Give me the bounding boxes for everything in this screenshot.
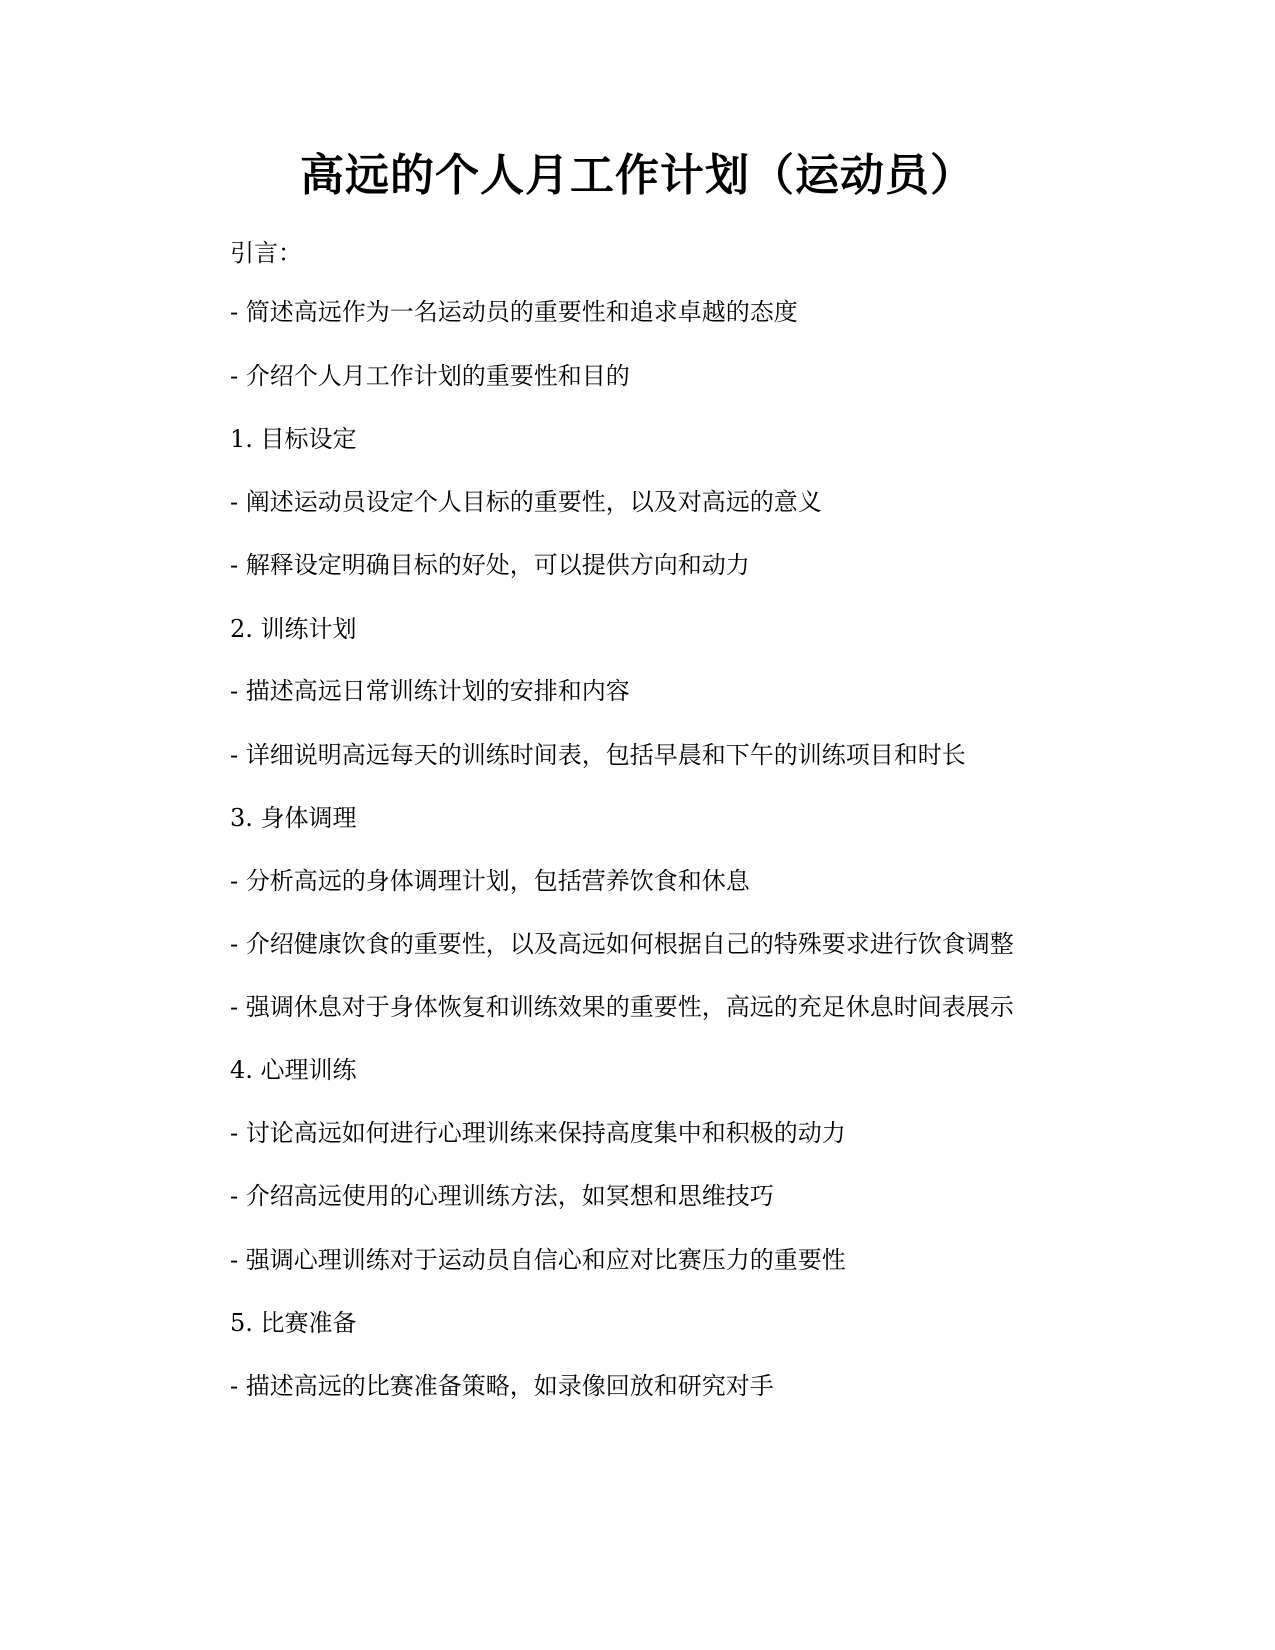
- body-line: - 简述高远作为一名运动员的重要性和追求卓越的态度: [230, 298, 798, 326]
- body-line: - 介绍高远使用的心理训练方法，如冥想和思维技巧: [230, 1182, 774, 1210]
- body-line: - 介绍健康饮食的重要性，以及高远如何根据自己的特殊要求进行饮食调整: [230, 930, 1014, 958]
- section-heading: 4. 心理训练: [230, 1056, 357, 1084]
- body-line: - 强调休息对于身体恢复和训练效果的重要性，高远的充足休息时间表展示: [230, 993, 1014, 1021]
- document-title: 高远的个人月工作计划（运动员）: [300, 150, 975, 201]
- section-heading: 3. 身体调理: [230, 804, 357, 832]
- intro-heading: 引言：: [230, 239, 302, 267]
- body-line: - 介绍个人月工作计划的重要性和目的: [230, 362, 630, 390]
- section-heading: 2. 训练计划: [230, 615, 357, 643]
- body-line: - 解释设定明确目标的好处，可以提供方向和动力: [230, 551, 750, 579]
- body-line: - 分析高远的身体调理计划，包括营养饮食和休息: [230, 867, 750, 895]
- body-line: - 讨论高远如何进行心理训练来保持高度集中和积极的动力: [230, 1119, 846, 1147]
- body-line: - 描述高远的比赛准备策略，如录像回放和研究对手: [230, 1372, 774, 1400]
- body-line: - 强调心理训练对于运动员自信心和应对比赛压力的重要性: [230, 1246, 846, 1274]
- section-heading: 5. 比赛准备: [230, 1309, 357, 1337]
- body-line: - 详细说明高远每天的训练时间表，包括早晨和下午的训练项目和时长: [230, 741, 966, 769]
- body-line: - 描述高远日常训练计划的安排和内容: [230, 677, 630, 705]
- body-line: - 阐述运动员设定个人目标的重要性，以及对高远的意义: [230, 488, 822, 516]
- section-heading: 1. 目标设定: [230, 425, 357, 453]
